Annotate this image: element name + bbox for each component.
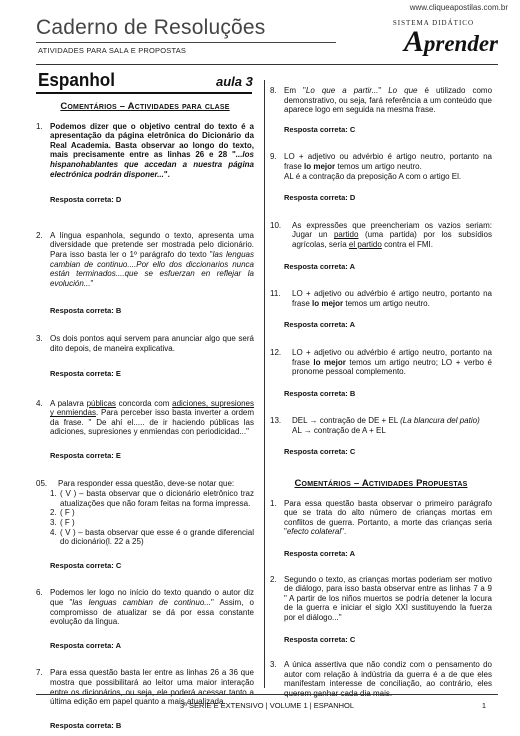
subject-rule [36, 92, 252, 94]
question-3: 3. Os dois pontos aqui servem para anunciar algo que será dito depois, de maneira explicativa. [36, 333, 254, 353]
right-column [270, 86, 492, 699]
answer-2: Resposta correta: B [50, 306, 122, 316]
question-8: 8. Em "Lo que a partir..." Lo que é utilizado como demonstrativo, ou seja, fará referência a um conteúdo que aparece logo em seguida na mesma frase. [270, 86, 493, 115]
subject-title: Espanhol [38, 70, 115, 90]
proposed-answer-1: Resposta correta: A [284, 549, 355, 559]
page-number: 1 [481, 701, 486, 710]
lesson-label: aula 3 [216, 74, 253, 89]
question-7: 7. Para essa questão basta ler entre as linhas 26 a 36 que mostra que possibilitará ao leitor uma maior interação entre os dicionários, ou seja, ele poderá acessar tanto a última edição em papel quanto a mais atualizada. [36, 668, 254, 707]
header-rule [36, 42, 336, 43]
question-4: 4. A palavra públicas concorda com adiciones, supresiones y enmiendas. Para perceber isso basta inverter a ordem da frase. " De ahí el..... de ir haciendo públicas las adiciones, supresiones y enmiendas con periodicidad..." [36, 398, 255, 437]
header-title: Caderno de Resoluções [36, 16, 266, 39]
question-11: 11. LO + adjetivo ou advérbio é artigo neutro, portanto na frase lo mejor temos um artigo neutro. [270, 289, 492, 308]
question-12: 12. LO + adjetivo ou advérbio é artigo neutro, portanto na frase lo mejor temos um artigo neutro; LO + verbo é pronome pessoal complemento. [270, 347, 492, 377]
answer-3: Resposta correta: E [50, 369, 121, 379]
proposed-question-3: 3. A única assertiva que não condiz com o pensamento do autor com relação à indústria da guerra é a de que eles manifestam interesse de conciliação, ao contrário, eles querem ganhar cada dia mais. [270, 660, 492, 698]
proposed-question-2: 2. Segundo o texto, as crianças mortas poderiam ser motivo de diálogo, para isso basta observar entre as linhas 7 a 9 " A partir de los niños muertos se podría detener la locura de la guerra e iniciar el siglo XXI sustituyendo la fuerza por el diálogo..." [270, 574, 492, 622]
answer-8: Resposta correta: C [284, 124, 356, 134]
proposed-answer-2: Resposta correta: C [284, 634, 356, 644]
brand-logo [404, 25, 498, 59]
answer-6: Resposta correta: A [50, 640, 121, 650]
brand-rest: prender [423, 31, 498, 56]
question-5: 05. Para responder essa questão, deve-se notar que: [36, 478, 235, 488]
section-title-clase: Comentários – Actividades para clase [60, 101, 230, 112]
answer-1: Resposta correta: D [50, 195, 122, 205]
answer-13: Resposta correta: C [284, 447, 356, 457]
question-9: 9. LO + adjetivo ou advérbio é artigo neutro, portanto na frase lo mejor temos um artigo neutro. AL é a contração da preposição A com o artigo El. [270, 152, 492, 181]
answer-10: Resposta correta: A [284, 261, 355, 271]
list-item: 4. ( V ) – basta observar que esse é o grande diferencial do dicionário(l. 22 a 25) [50, 527, 254, 547]
answer-4: Resposta correta: E [50, 451, 121, 461]
question-6: 6. Podemos ler logo no início do texto quando o autor diz que "las lenguas cambian de continuo..." Assim, o compromisso de atualizar se dá por essa constante evolução da língua. [36, 588, 254, 627]
answer-12: Resposta correta: B [284, 388, 356, 398]
list-item: 3. ( F ) [50, 518, 75, 528]
answer-11: Resposta correta: A [284, 320, 355, 330]
site-url: www.cliqueapostilas.com.br [409, 3, 508, 12]
header-subtitle: ATIVIDADES PARA SALA E PROPOSTAS [38, 46, 187, 55]
question-13: 13. DEL → contração de DE + EL (La blancura del patio) AL → contração de A + EL [270, 416, 480, 435]
question-2: 2. A língua espanhola, segundo o texto, apresenta uma diversidade que pretende ser mostrada pelo dicionário. Para isso basta ler o 1º parágrafo do texto "las lenguas cambian de continuo....Por ello dos diccionarios nunca están terminados....que se esfuerzan en reflejar la evolución..." [36, 230, 254, 288]
section-title-propuestas: Comentários – Actividades Propuestas [294, 478, 468, 490]
footer-text: 3ª SÉRIE E EXTENSIVO | VOLUME 1 | ESPANHOL [179, 701, 355, 710]
answer-9: Resposta correta: D [284, 193, 356, 203]
brand-initial: A [403, 25, 424, 58]
column-divider [264, 80, 265, 688]
top-divider [36, 64, 498, 65]
answer-7: Resposta correta: B [50, 720, 122, 730]
brand-tagline: SISTEMA DIDÁTICO [392, 19, 474, 27]
list-item: 1. ( V ) – basta observar que o dicionário eletrônico traz atualizações que não foram feitas na forma impressa. [50, 489, 254, 508]
list-item: 2. ( F ) [50, 508, 75, 518]
bottom-divider [36, 694, 498, 695]
left-column [36, 98, 254, 730]
question-5-items [50, 489, 254, 547]
proposed-question-1: 1. Para essa questão basta observar o primeiro parágrafo que se trata do alto número de crianças mortas em conflitos de guerra. Portanto, a morte das crianças seria "efecto colateral". [270, 498, 492, 537]
answer-5: Resposta correta: C [50, 560, 122, 570]
question-1: 1. Podemos dizer que o objetivo central do texto é a apresentação da página eletrônica do Dicionário da Real Academia. Basta observar ao longo do texto, mais precisamente entre as linhas 26 e 28 "...los hispanohablantes que accedan a nuestra página electrónica podrán disponer...". [36, 121, 254, 179]
question-10: 10. As expressões que preencheriam os vazios seriam: Jugar un partido (uma partida) por los subsídios agrícolas, sería el partido contra el FMI. [270, 220, 492, 249]
